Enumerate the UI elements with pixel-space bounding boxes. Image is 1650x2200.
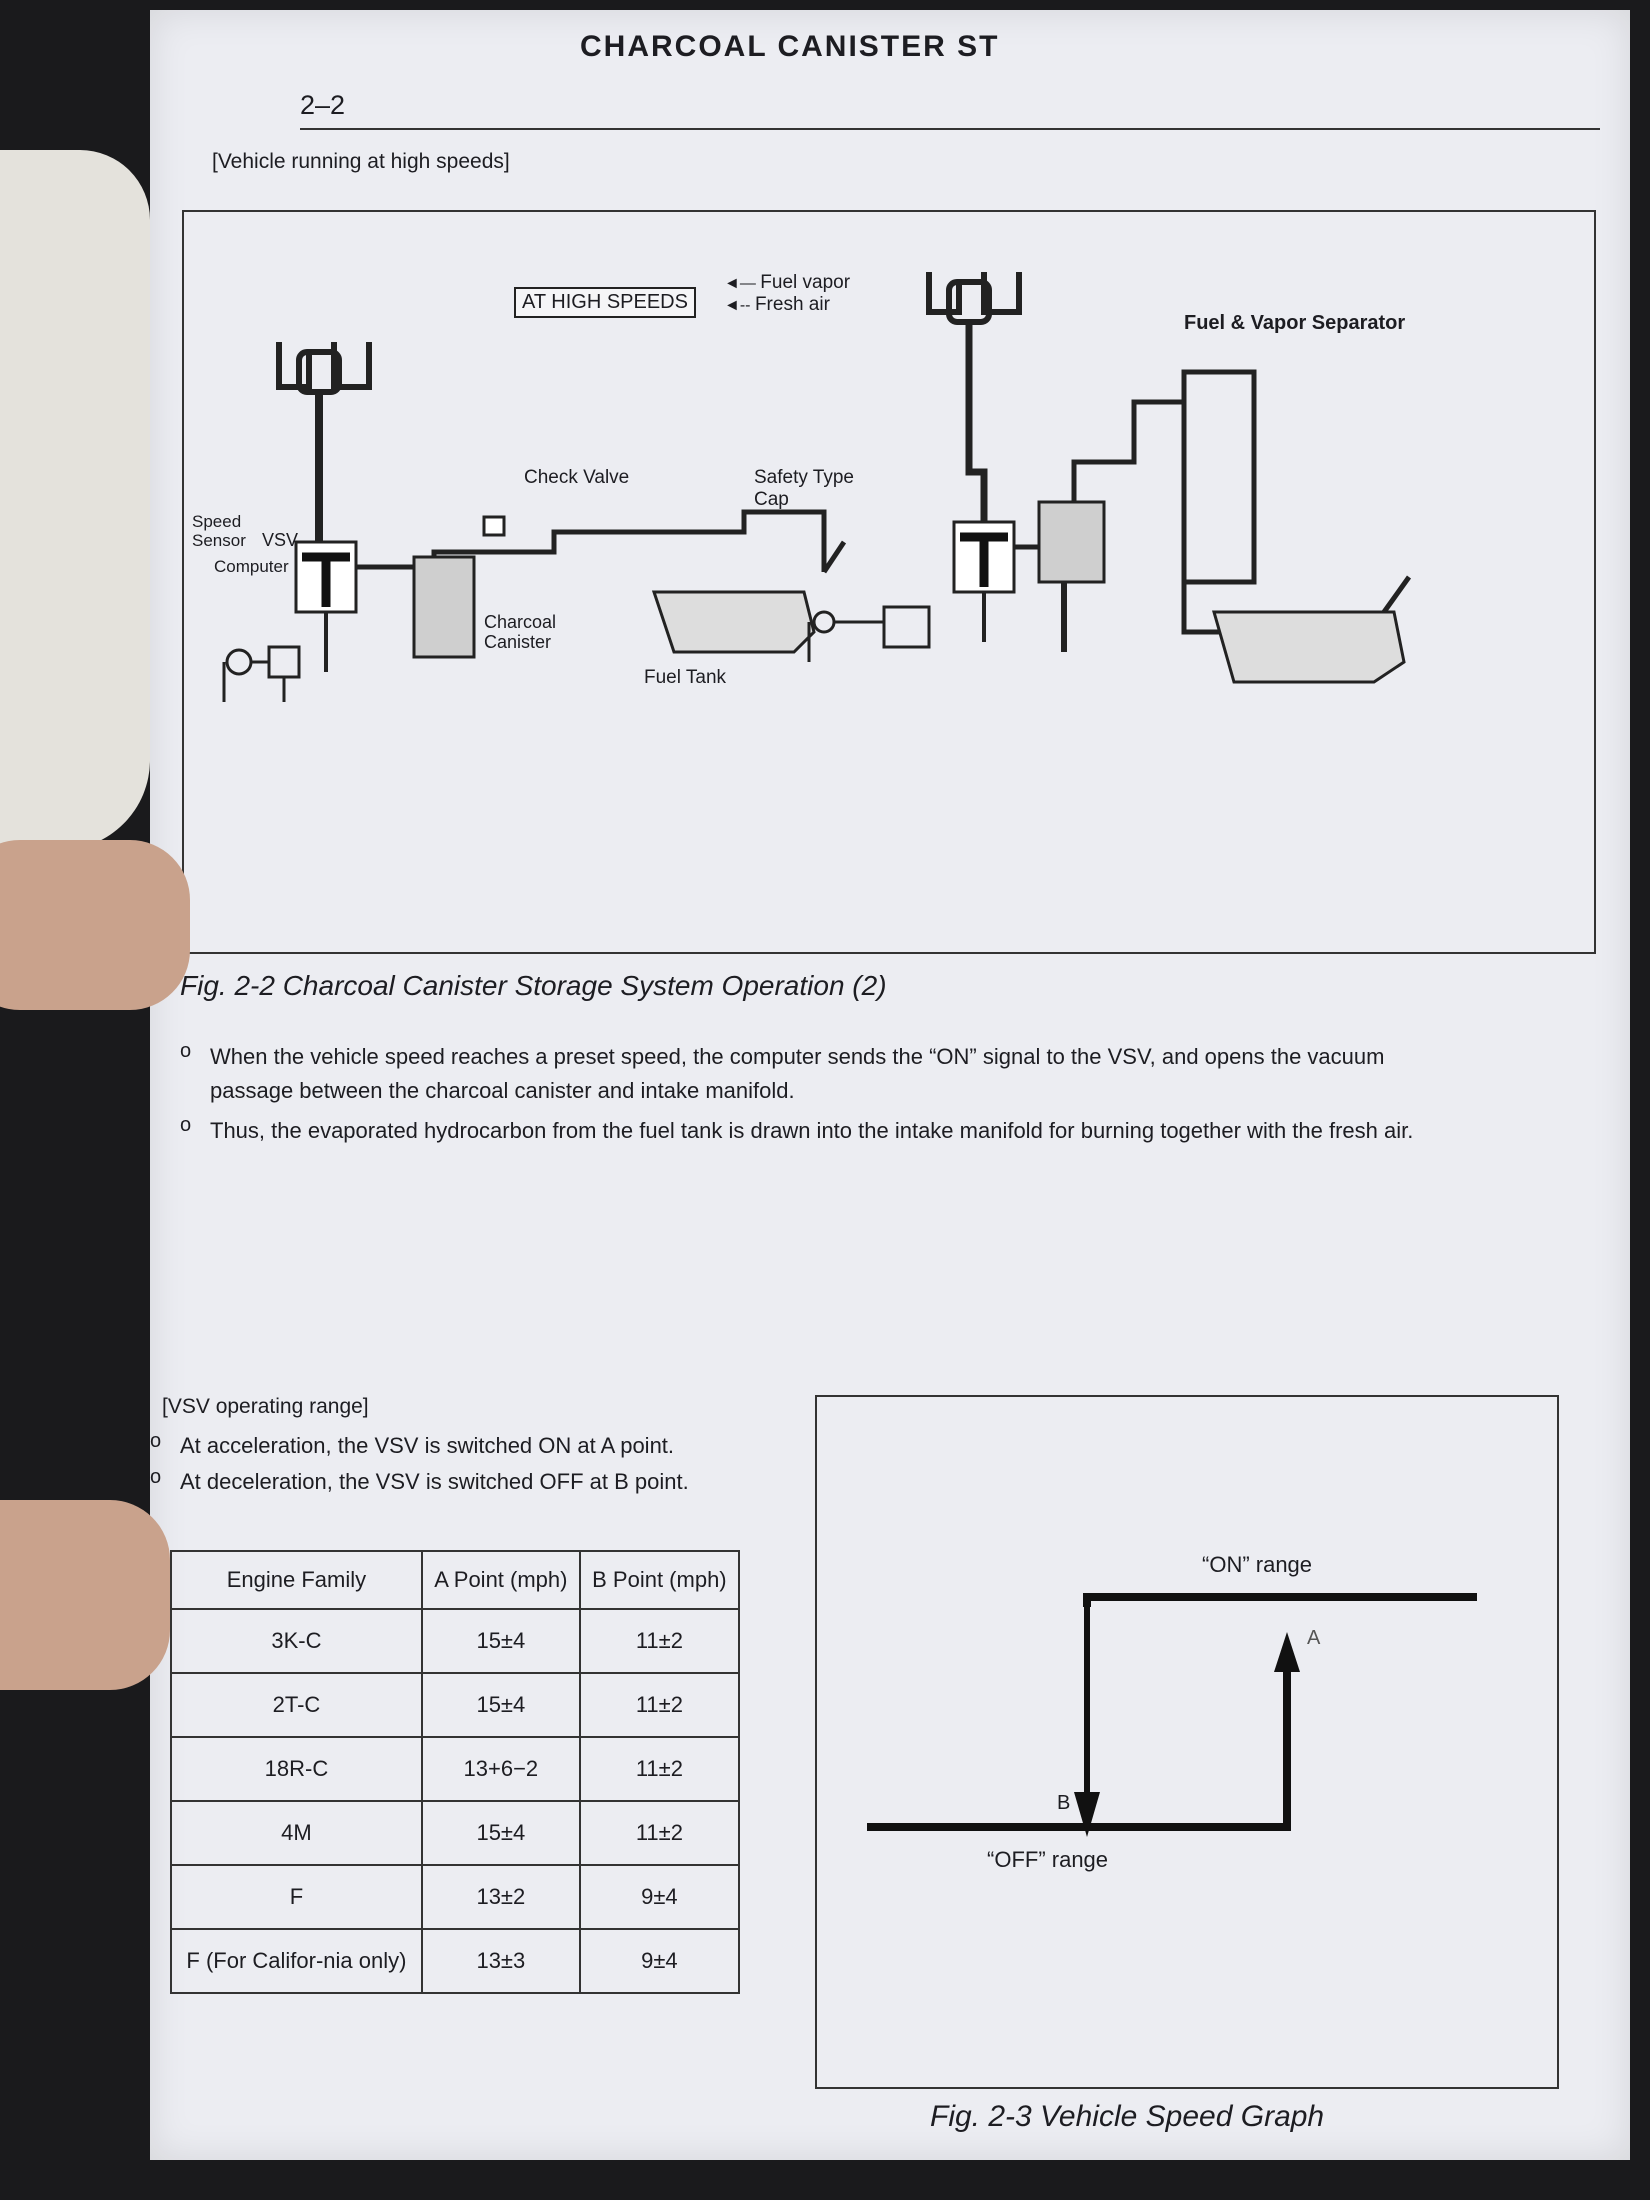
vehicle-speed-graph xyxy=(817,1397,1557,2087)
check-valve-icon xyxy=(484,517,504,535)
on-range-label: “ON” range xyxy=(1202,1552,1313,1577)
safety-cap-icon xyxy=(824,542,844,572)
vsv-label: VSV xyxy=(262,530,299,550)
point-b-label: B xyxy=(1057,1792,1071,1814)
right-vsv xyxy=(954,522,1014,642)
off-range-line xyxy=(867,1667,1287,1827)
description-list xyxy=(180,1040,1450,1148)
check-valve-label: Check Valve xyxy=(524,467,630,488)
finger xyxy=(0,1500,170,1690)
right-sensor-icon xyxy=(809,607,929,662)
col-engine-family: Engine Family xyxy=(171,1551,422,1609)
description-item: o When the vehicle speed reaches a preset speed, the computer sends the “ON” signal to the VSV, and opens the vacuum passage between the charcoal canister and intake manifold. xyxy=(180,1040,1385,1103)
vsv-table xyxy=(170,1550,740,1994)
right-canister-icon xyxy=(1039,502,1104,582)
fuel-tank-icon xyxy=(654,592,814,652)
fig23-frame xyxy=(815,1395,1559,2089)
thumb xyxy=(0,840,190,1010)
right-manifold-pipe xyxy=(969,322,984,522)
right-intake-manifold xyxy=(929,272,1019,322)
page-title: CHARCOAL CANISTER ST xyxy=(580,30,1000,63)
safety-cap-label: Safety Type Cap xyxy=(754,467,854,510)
legend-fuel-vapor: ◄— Fuel vapor xyxy=(724,272,851,293)
vsv-bullet: o At acceleration, the VSV is switched ON at A point. xyxy=(150,1430,675,1458)
on-range-line xyxy=(1087,1597,1477,1607)
table-header-row xyxy=(171,1551,739,1609)
vsv-bullet: o At deceleration, the VSV is switched OFF at B point. xyxy=(150,1466,689,1494)
table-row: F 13±2 9±4 xyxy=(171,1865,739,1929)
table-row: 4M 15±4 11±2 xyxy=(171,1801,739,1865)
computer-label: Computer xyxy=(214,557,289,576)
legend-fresh-air: ◄-- Fresh air xyxy=(724,294,830,315)
left-vsv xyxy=(296,542,356,672)
vsv-range-heading: [VSV operating range] xyxy=(162,1395,369,1418)
fuel-tank-label: Fuel Tank xyxy=(644,667,727,688)
description-item: o Thus, the evaporated hydrocarbon from the fuel tank is drawn into the intake manifold for burning together with the fresh air. xyxy=(180,1114,1414,1143)
charcoal-canister-icon xyxy=(414,557,474,657)
fig22-condition: [Vehicle running at high speeds] xyxy=(212,150,510,173)
header-rule xyxy=(300,128,1600,130)
table-row: F (For Califor-nia only) 13±3 9±4 xyxy=(171,1929,739,1993)
off-range-label: “OFF” range xyxy=(987,1847,1109,1872)
fig22-caption: Fig. 2-2 Charcoal Canister Storage System Operation (2) xyxy=(180,970,887,1001)
vsv-range-bullets xyxy=(150,1430,750,1498)
arrow-a xyxy=(1274,1632,1300,1672)
fig23-caption: Fig. 2-3 Vehicle Speed Graph xyxy=(930,2100,1325,2133)
table-row: 18R-C 13+6−2 11±2 xyxy=(171,1737,739,1801)
col-a-point: A Point (mph) xyxy=(422,1551,580,1609)
col-b-point: B Point (mph) xyxy=(580,1551,739,1609)
table-row: 2T-C 15±4 11±2 xyxy=(171,1673,739,1737)
speed-sensor-icon xyxy=(224,647,299,702)
page-number: 2–2 xyxy=(300,90,346,120)
separator-label: Fuel & Vapor Separator xyxy=(1184,312,1406,334)
manual-page xyxy=(150,10,1630,2160)
at-high-speeds-label: AT HIGH SPEEDS xyxy=(514,287,696,318)
speed-sensor-label: Speed Sensor xyxy=(192,512,246,550)
fig22-frame xyxy=(182,210,1596,954)
towel xyxy=(0,150,150,850)
left-intake-manifold xyxy=(279,342,369,392)
point-a-label: A xyxy=(1307,1627,1321,1649)
canister-label: Charcoal Canister xyxy=(484,612,557,652)
vapor-separator-icon xyxy=(1184,372,1254,582)
right-fuel-tank-icon xyxy=(1214,612,1404,682)
table-row: 3K-C 15±4 11±2 xyxy=(171,1609,739,1673)
